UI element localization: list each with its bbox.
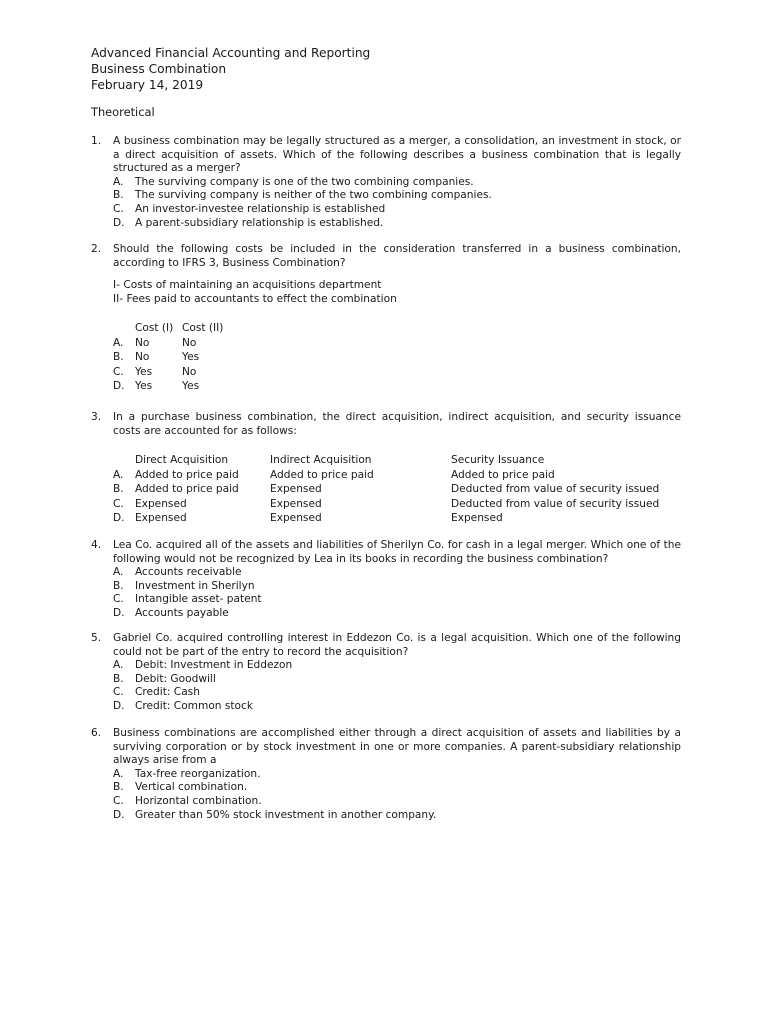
table-row xyxy=(113,483,681,498)
option-letter: C. xyxy=(113,365,124,378)
option xyxy=(113,593,681,607)
option-text: Horizontal combination. xyxy=(135,794,262,807)
option xyxy=(113,566,681,580)
cost-item-2: II- Fees paid to accountants to effect the combination xyxy=(113,292,397,305)
question-2 xyxy=(91,243,681,395)
option-letter: A. xyxy=(113,566,124,579)
table-header xyxy=(113,322,681,337)
option-letter: A. xyxy=(113,175,124,188)
question-text: Gabriel Co. acquired controlling interest in Eddezon Co. is a legal acquisition. Which one of the following could not be part of the entry to record the acquisition? xyxy=(113,632,681,658)
option-letter: A. xyxy=(113,468,124,481)
option-letter: C. xyxy=(113,497,124,510)
option-text: Intangible asset- patent xyxy=(135,593,262,606)
option-text: Accounts payable xyxy=(135,606,229,619)
table-cell: Yes xyxy=(182,380,200,393)
table-cell: Expensed xyxy=(270,497,322,510)
question-number: 3. xyxy=(91,411,102,423)
option-text: The surviving company is neither of the two combining companies. xyxy=(135,189,492,202)
option xyxy=(113,176,681,190)
option-letter: C. xyxy=(113,794,124,807)
table-cell: Yes xyxy=(135,380,153,393)
option xyxy=(113,768,681,782)
table-cell: Expensed xyxy=(135,512,187,525)
topic-title: Business Combination xyxy=(91,62,227,76)
column-header: Security Issuance xyxy=(451,454,545,467)
option-text: Greater than 50% stock investment in another company. xyxy=(135,808,437,821)
option xyxy=(113,781,681,795)
table-cell: Expensed xyxy=(135,497,187,510)
table-cell: Expensed xyxy=(270,512,322,525)
question-number: 2. xyxy=(91,243,102,255)
cost-item-1: I- Costs of maintaining an acquisitions department xyxy=(113,279,382,292)
question-text: A business combination may be legally structured as a merger, a consolidation, an investment in stock, or a direct acquisition of assets. Which of the following describes a business combination that is legally structured as a merger? xyxy=(113,135,681,175)
option-letter: B. xyxy=(113,579,124,592)
option xyxy=(113,217,681,231)
option-text: Debit: Investment in Eddezon xyxy=(135,659,293,672)
table-cell: Added to price paid xyxy=(135,483,239,496)
option-letter: C. xyxy=(113,202,124,215)
option xyxy=(113,795,681,809)
option-letter: A. xyxy=(113,659,124,672)
table-cell: Deducted from value of security issued xyxy=(451,483,660,496)
section-title: Theoretical xyxy=(91,105,155,119)
question-6 xyxy=(91,727,681,822)
option xyxy=(113,189,681,203)
table-cell: Yes xyxy=(135,365,153,378)
option-text: A parent-subsidiary relationship is established. xyxy=(135,216,384,229)
table-cell: Expensed xyxy=(270,483,322,496)
table-header xyxy=(113,454,681,469)
option xyxy=(113,203,681,217)
option-letter: D. xyxy=(113,699,125,712)
option-text: An investor-investee relationship is established xyxy=(135,202,386,215)
table-row xyxy=(113,351,681,366)
option xyxy=(113,700,681,714)
option-text: Investment in Sherilyn xyxy=(135,579,255,592)
document-date: February 14, 2019 xyxy=(91,78,204,92)
option-letter: D. xyxy=(113,808,125,821)
option-letter: D. xyxy=(113,216,125,229)
table-cell: Deducted from value of security issued xyxy=(451,497,660,510)
option xyxy=(113,809,681,823)
question-5 xyxy=(91,632,681,714)
option-text: The surviving company is one of the two combining companies. xyxy=(135,175,474,188)
question-text: Should the following costs be included in the consideration transferred in a business combination, according to IFRS 3, Business Combination? xyxy=(113,243,681,269)
column-header: Direct Acquisition xyxy=(135,454,229,467)
column-header: Cost (I) xyxy=(135,322,174,335)
question-text: In a purchase business combination, the direct acquisition, indirect acquisition, and security issuance costs are accounted for as follows: xyxy=(113,411,681,437)
table-cell: No xyxy=(135,336,150,349)
option-text: Tax-free reorganization. xyxy=(135,767,261,780)
question-1 xyxy=(91,135,681,230)
document-header xyxy=(91,45,370,93)
option-text: Vertical combination. xyxy=(135,781,248,794)
table-cell: Yes xyxy=(182,351,200,364)
option-letter: A. xyxy=(113,336,124,349)
option xyxy=(113,580,681,594)
option-letter: B. xyxy=(113,781,124,794)
option xyxy=(113,607,681,621)
question-number: 5. xyxy=(91,632,102,644)
option-letter: B. xyxy=(113,189,124,202)
course-title: Advanced Financial Accounting and Reporting xyxy=(91,46,371,60)
column-header: Cost (II) xyxy=(182,322,224,335)
table-cell: No xyxy=(135,351,150,364)
question-number: 4. xyxy=(91,539,102,551)
table-cell: Expensed xyxy=(451,512,503,525)
table-row xyxy=(113,380,681,395)
column-header: Indirect Acquisition xyxy=(270,454,372,467)
option-text: Debit: Goodwill xyxy=(135,672,216,685)
table-row xyxy=(113,469,681,484)
option-letter: B. xyxy=(113,351,124,364)
question-number: 1. xyxy=(91,135,102,147)
table-cell: No xyxy=(182,336,197,349)
table-cell: Added to price paid xyxy=(135,468,239,481)
option-letter: B. xyxy=(113,672,124,685)
option-text: Credit: Common stock xyxy=(135,699,253,712)
table-cell: No xyxy=(182,365,197,378)
option-text: Credit: Cash xyxy=(135,686,200,699)
table-row xyxy=(113,512,681,527)
option xyxy=(113,673,681,687)
table-row xyxy=(113,498,681,513)
question-4 xyxy=(91,539,681,621)
table-cell: Added to price paid xyxy=(451,468,555,481)
question-text: Business combinations are accomplished either through a direct acquisition of assets and liabilities by a surviving corporation or by stock investment in one or more companies. A parent-subsidiary relationship always arise from a xyxy=(113,727,681,767)
option xyxy=(113,686,681,700)
option-letter: C. xyxy=(113,686,124,699)
table-cell: Added to price paid xyxy=(270,468,374,481)
question-3 xyxy=(91,411,681,527)
option-letter: D. xyxy=(113,380,125,393)
question-number: 6. xyxy=(91,727,102,739)
option-letter: D. xyxy=(113,606,125,619)
option-letter: A. xyxy=(113,767,124,780)
option-letter: D. xyxy=(113,512,125,525)
option-text: Accounts receivable xyxy=(135,566,242,579)
table-row xyxy=(113,337,681,352)
option-letter: C. xyxy=(113,593,124,606)
option-letter: B. xyxy=(113,483,124,496)
option xyxy=(113,659,681,673)
question-text: Lea Co. acquired all of the assets and liabilities of Sherilyn Co. for cash in a legal merger. Which one of the following would not be recognized by Lea in its books in recording the business combination? xyxy=(113,539,681,565)
table-row xyxy=(113,366,681,381)
